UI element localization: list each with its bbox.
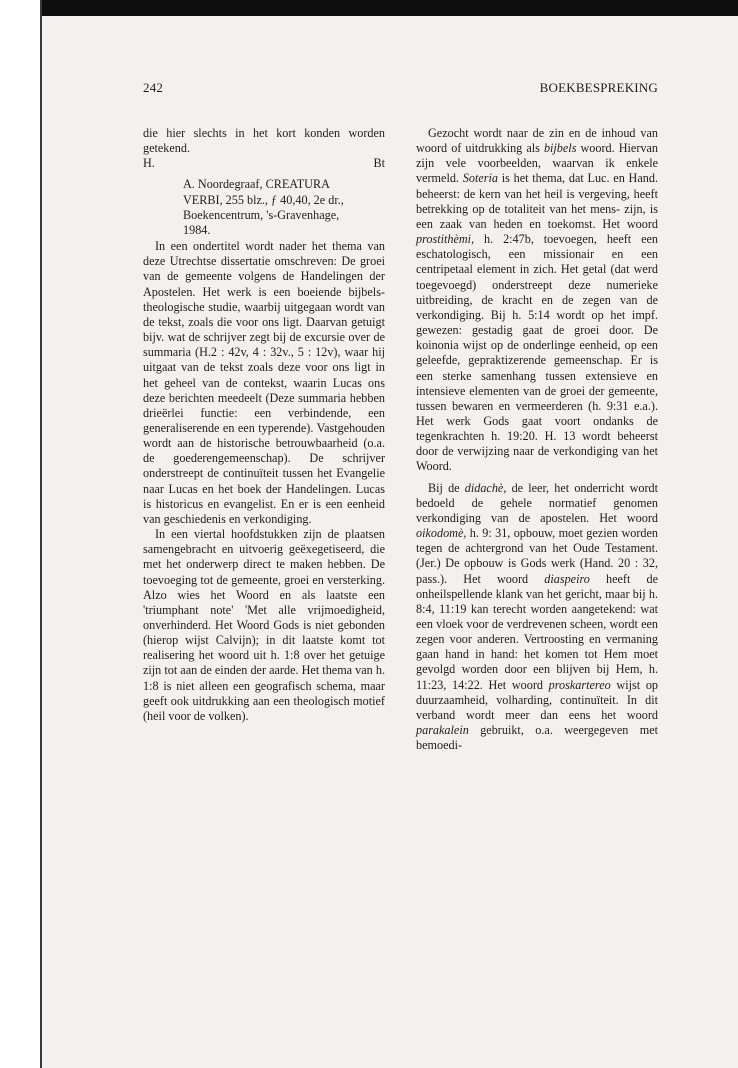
text-run: gebruikt, o.a. weergegeven met bemoedi- bbox=[416, 723, 658, 753]
text-run: Gezocht wordt naar de zin en de inhoud van woord of uitdrukking als bbox=[416, 126, 658, 156]
review-paragraph-3 bbox=[416, 126, 658, 475]
text-run: h. 2:47b, toevoegen, heeft een eschatologisch, een missionair en een centripetaal element in zich. Het getal (dat werd toegevoegd) onderstreept deze numerieke uitbreiding, de kracht en de zegen van de verkondiging. Bij h. 5:14 wordt op het impf. gewezen: gestadig gaat de groei door. De koinonia wijst op de onderlinge eenheid, op een geleefde, gepraktizerende gemeenschap. Er is een sterke samenhang tussen extensieve en intensieve elementen van de groei der gemeente, tussen bewaren en vermeerderen (h. 9:31 e.a.). Het werk Gods gaat voort ondanks de tegenkrachten h. 19:20. H. 13 wordt beheerst door de verwijzing naar de verkondiging van het Woord. bbox=[416, 232, 658, 474]
text-run: is het thema, dat Luc. en Hand. beheerst: de kern van het heil is vergeving, heeft betrekking op de totaliteit van het mens- zijn, is een zaak van heden en toekomst. Het woord bbox=[416, 171, 658, 231]
page-number: 242 bbox=[143, 80, 164, 95]
left-column bbox=[143, 126, 385, 724]
page-header bbox=[143, 80, 658, 100]
right-column bbox=[416, 126, 658, 753]
reference-line-1: A. Noordegraaf, CREATURA bbox=[183, 177, 330, 192]
running-head: BOEKBESPREKING bbox=[539, 80, 658, 95]
book-reference bbox=[143, 177, 385, 238]
italic-term: prostithèmi, bbox=[416, 232, 475, 247]
italic-term: didachè, bbox=[464, 480, 507, 495]
signature-initial: H. bbox=[143, 156, 155, 171]
text-run: h. 9: 31, opbouw, moet gezien worden tegen de achtergrond van het Oude Testament. (Jer.) De opbouw is Gods werk (Hand. 20 : 32, pass.). Het woord bbox=[416, 526, 658, 586]
italic-term: diaspeiro bbox=[544, 571, 590, 586]
review-signature bbox=[143, 156, 385, 171]
italic-term: bijbels bbox=[543, 141, 577, 156]
review-paragraph-4 bbox=[416, 481, 658, 754]
text-run: heeft de onheilspellende klank van het gericht, maar bij h. 8:4, 11:19 kan terecht worden aangetekend: wat een vloek voor de verdrevenen scheen, wordt een zegen voor anderen. Vertroosting en vermaning gaan hand in hand: het komen tot Hem moet gevolgd worden door een blijven bij Hem, h. 11:23, 14:22. Het woord bbox=[416, 571, 658, 692]
text-run: Bij de bbox=[428, 480, 465, 495]
review-paragraph-1: In een ondertitel wordt nader het thema van deze Utrechtse dissertatie omschreven: De groei van de gemeente volgens de Handelingen der Apostelen. Het werk is een boeiende bijbels-theologische studie, waarbij uitgegaan wordt van de tekst, zoals die voor ons ligt. Daarvan getuigt bijv. wat de schrijver zegt bij de excursie over de summaria (H.2 : 42v, 4 : 32v., 5 : 12v), waar hij uitgaat van de tekst zoals deze voor ons ligt in het geheel van de contekst, waarin Lucas ons deze berichten meedeelt (Deze summaria hebben drieërlei functie: een verbindende, een generaliserende en een typerende). Vastgehouden wordt aan de historische betrouwbaarheid (o.a. de goederengemeenschap). De schrijver onderstreept de continuïteit tussen het Evangelie naar Lucas en het boek der Handelingen. Lucas is historicus en evangelist. En er is een eenheid van geschiedenis en verkondiging. bbox=[143, 239, 385, 526]
reference-line-2: VERBI, 255 blz., ƒ 40,40, 2e dr., bbox=[183, 192, 344, 207]
italic-term: parakalein bbox=[416, 723, 469, 738]
reference-line-4: 1984. bbox=[183, 222, 211, 237]
signature-reviewer: Bt bbox=[373, 156, 385, 171]
scan-border-top bbox=[40, 0, 738, 16]
review-paragraph-2: In een viertal hoofdstukken zijn de plaatsen samengebracht en uitvoerig geëxegetiseerd, die met het onderwerp direct te maken hebben. De toevoeging tot de gemeente, groei en versterking. Alzo wies het Woord en als laatste een 'triumphant note' 'Met alle vrijmoedigheid, onverhinderd. Het Woord Gods is niet gebonden (hierop wijst Calvijn); in dit laatste komt tot realisering het woord uit h. 1:8 over het getuige zijn tot aan de einden der aarde. Het thema van h. 1:8 is niet alleen een geografisch schema, maar geeft ook uitdrukking aan een theologisch motief (heil voor de volken). bbox=[143, 527, 385, 723]
reference-line-3: Boekencentrum, 's-Gravenhage, bbox=[183, 207, 340, 222]
text-run: wijst op duurzaamheid, volharding, continuïteit. In dit verband wordt meer dan eens het woord bbox=[416, 677, 659, 722]
italic-term: proskartereo bbox=[548, 677, 611, 692]
italic-term: oikodomè, bbox=[416, 526, 467, 541]
text-run: woord. Hiervan zijn vele voorbeelden, waarvan ik enkele vermeld. bbox=[416, 141, 658, 186]
carryover-paragraph: die hier slechts in het kort konden worden getekend. bbox=[143, 126, 385, 156]
italic-term: Soteria bbox=[462, 171, 498, 186]
text-run: de leer, het onderricht wordt bedoeld de gehele normatief genomen verkondiging van de apostelen. Het woord bbox=[416, 480, 659, 525]
